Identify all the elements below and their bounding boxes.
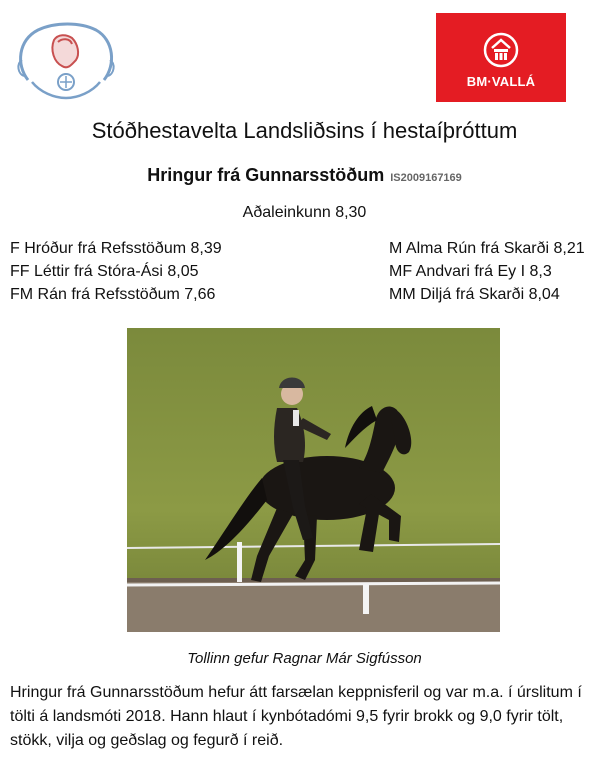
main-score: Aðaleinkunn 8,30 — [242, 204, 367, 221]
pedigree-dam-dam: MM Diljá frá Skarði 8,04 — [389, 286, 560, 303]
horse-description: Hringur frá Gunnarsstöðum hefur átt farsælan keppnisferil og var m.a. í úrslitum í tölti á landsmóti 2018. Hann hlaut í kynbótadómi 9,5 fyrir brokk og 9,0 fyrir tölt, stökk, vilja og geðslag og fegurð í reið. — [10, 684, 582, 749]
page-title: Stóðhestavelta Landsliðsins í hestaíþróttum — [91, 118, 518, 143]
dam-pedigree — [389, 237, 585, 306]
association-logo — [10, 20, 122, 105]
photo-caption: Tollinn gefur Ragnar Már Sigfússon — [187, 650, 422, 667]
pedigree-dam: M Alma Rún frá Skarði 8,21 — [389, 240, 585, 257]
pedigree-sire-sire: FF Léttir frá Stóra-Ási 8,05 — [10, 263, 199, 280]
bm-valla-logo — [436, 13, 566, 102]
horse-heading — [0, 165, 609, 186]
sire-pedigree — [10, 237, 222, 306]
brand-house-icon — [483, 32, 519, 68]
pedigree-sire: F Hróður frá Refsstöðum 8,39 — [10, 240, 222, 257]
brand-name: BM·VALLÁ — [466, 74, 536, 89]
pedigree-dam-sire: MF Andvari frá Ey I 8,3 — [389, 263, 552, 280]
pedigree-sire-dam: FM Rán frá Refsstöðum 7,66 — [10, 286, 216, 303]
horse-id: IS2009167169 — [390, 172, 462, 184]
horse-name: Hringur frá Gunnarsstöðum — [147, 165, 385, 185]
horse-photo — [127, 328, 500, 632]
